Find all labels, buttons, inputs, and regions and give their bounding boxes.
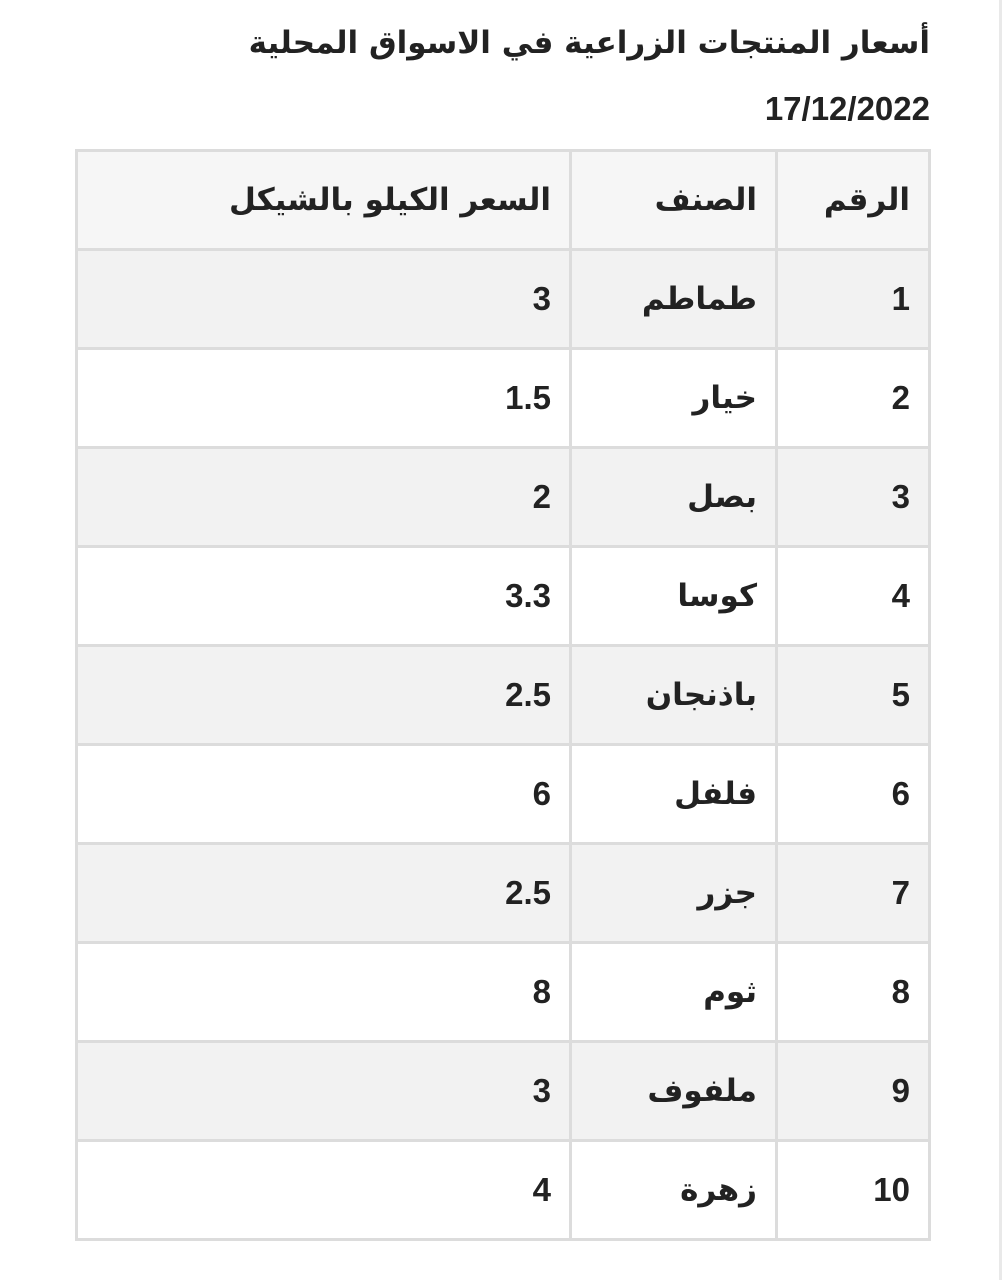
row-item: طماطم — [571, 250, 777, 349]
row-price: 2.5 — [77, 844, 571, 943]
row-item: فلفل — [571, 745, 777, 844]
table-header — [77, 151, 930, 250]
publish-date: 17/12/2022 — [764, 90, 930, 127]
row-price: 3 — [77, 1042, 571, 1141]
table-row — [77, 1042, 930, 1141]
row-number: 9 — [777, 1042, 930, 1141]
row-item: خيار — [571, 349, 777, 448]
row-number: 8 — [777, 943, 930, 1042]
row-item: باذنجان — [571, 646, 777, 745]
row-number: 4 — [777, 547, 930, 646]
header-number: الرقم — [777, 151, 930, 250]
row-number: 10 — [777, 1141, 930, 1240]
row-item: بصل — [571, 448, 777, 547]
table-row — [77, 646, 930, 745]
row-price: 2.5 — [77, 646, 571, 745]
row-number: 6 — [777, 745, 930, 844]
row-price: 1.5 — [77, 349, 571, 448]
table-body — [77, 250, 930, 1240]
row-price: 6 — [77, 745, 571, 844]
row-number: 3 — [777, 448, 930, 547]
table-row — [77, 844, 930, 943]
row-price: 2 — [77, 448, 571, 547]
table-row — [77, 943, 930, 1042]
table-row — [77, 349, 930, 448]
row-number: 1 — [777, 250, 930, 349]
row-number: 7 — [777, 844, 930, 943]
table-row — [77, 1141, 930, 1240]
prices-table — [75, 149, 931, 1241]
row-item: كوسا — [571, 547, 777, 646]
row-number: 2 — [777, 349, 930, 448]
row-price: 3.3 — [77, 547, 571, 646]
row-item: جزر — [571, 844, 777, 943]
table-row — [77, 448, 930, 547]
row-number: 5 — [777, 646, 930, 745]
page-title: أسعار المنتجات الزراعية في الاسواق المحلية — [248, 25, 930, 61]
row-item: زهرة — [571, 1141, 777, 1240]
table-row — [77, 547, 930, 646]
row-price: 4 — [77, 1141, 571, 1240]
table-row — [77, 745, 930, 844]
row-item: ثوم — [571, 943, 777, 1042]
header-row — [77, 151, 930, 250]
header-price: السعر الكيلو بالشيكل — [77, 151, 571, 250]
row-item: ملفوف — [571, 1042, 777, 1141]
row-price: 3 — [77, 250, 571, 349]
table-row — [77, 250, 930, 349]
row-price: 8 — [77, 943, 571, 1042]
header-item: الصنف — [571, 151, 777, 250]
